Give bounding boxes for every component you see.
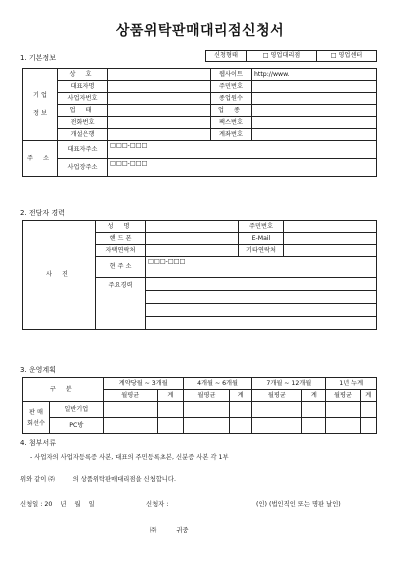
general-company-label: 일반기업: [50, 402, 104, 418]
plan-cell[interactable]: [302, 418, 326, 434]
company-info-group-label: 기 업 정 보: [23, 69, 58, 141]
plan-cell[interactable]: [360, 418, 376, 434]
total-header: 계: [360, 390, 376, 402]
ceo-address-field[interactable]: □□□-□□□: [108, 141, 377, 159]
career-line[interactable]: [146, 291, 377, 304]
current-address-label: 현 주 소: [96, 257, 146, 278]
application-statement: 위와 같이 ㈜ 의 상품위탁판매대리점을 신청합니다.: [20, 476, 176, 483]
section2-heading: 2. 전담자 경력: [20, 209, 65, 217]
plan-cell[interactable]: [157, 402, 183, 418]
plan-cell[interactable]: [326, 418, 360, 434]
fax-field[interactable]: [252, 117, 377, 129]
monthly-avg-header: 월평균: [103, 390, 157, 402]
employee-count-field[interactable]: [252, 93, 377, 105]
period-header: 계약당월 ~ 3개월: [103, 378, 183, 390]
period-header: 7개월 ~ 12개월: [252, 378, 326, 390]
business-type-field[interactable]: [108, 105, 211, 117]
resident-number-label: 주민번호: [211, 81, 252, 93]
plan-cell[interactable]: [157, 418, 183, 434]
current-address-field[interactable]: □□□-□□□: [146, 257, 377, 278]
plan-cell[interactable]: [302, 402, 326, 418]
email-label: E-Mail: [239, 233, 284, 245]
manager-rrn-label: 주민번호: [239, 221, 284, 233]
monthly-avg-header: 월평균: [252, 390, 302, 402]
total-header: 계: [302, 390, 326, 402]
plan-cell[interactable]: [230, 402, 252, 418]
mobile-label: 핸 드 폰: [96, 233, 146, 245]
trade-name-field[interactable]: [108, 69, 211, 81]
trade-name-label: 상 호: [58, 69, 108, 81]
plan-cell[interactable]: [103, 418, 157, 434]
ceo-address-label: 대표자주소: [58, 141, 108, 159]
plan-cell[interactable]: [360, 402, 376, 418]
application-type-center[interactable]: □ 영업센터: [316, 51, 376, 62]
application-date[interactable]: 신청일 : 20 년 월 일: [20, 501, 95, 508]
application-type-label: 신청형태: [206, 51, 247, 62]
manager-rrn-field[interactable]: [284, 221, 377, 233]
section1-heading: 1. 기본정보: [20, 54, 56, 62]
business-type-label: 업 태: [58, 105, 108, 117]
application-type-agency[interactable]: □ 영업대리점: [247, 51, 317, 62]
website-label: 웹사이트: [211, 69, 252, 81]
home-phone-label: 자택연락처: [96, 245, 146, 257]
manager-name-label: 성 명: [96, 221, 146, 233]
resident-number-field[interactable]: [252, 81, 377, 93]
business-address-label: 사업장주소: [58, 159, 108, 177]
total-header: 계: [230, 390, 252, 402]
plan-cell[interactable]: [103, 402, 157, 418]
career-line[interactable]: [146, 304, 377, 317]
sales-lines-label: 판 매 회선수: [23, 402, 50, 434]
total-header: 계: [157, 390, 183, 402]
business-number-label: 사업자번호: [58, 93, 108, 105]
phone-field[interactable]: [108, 117, 211, 129]
operation-plan-table: [22, 377, 377, 434]
account-number-field[interactable]: [252, 129, 377, 141]
seal-note: (인) (법인직인 또는 명판 날인): [256, 501, 341, 508]
manager-career-table: [22, 220, 377, 330]
employee-count-label: 종업원수: [211, 93, 252, 105]
applicant-label[interactable]: 신청자 :: [146, 501, 169, 508]
plan-cell[interactable]: [183, 402, 229, 418]
plan-cell[interactable]: [230, 418, 252, 434]
plan-cell[interactable]: [183, 418, 229, 434]
home-phone-field[interactable]: [146, 245, 239, 257]
bank-field[interactable]: [108, 129, 211, 141]
career-line[interactable]: [146, 278, 377, 291]
manager-name-field[interactable]: [146, 221, 239, 233]
other-phone-field[interactable]: [284, 245, 377, 257]
fax-label: 팩스번호: [211, 117, 252, 129]
bank-label: 개설은행: [58, 129, 108, 141]
business-number-field[interactable]: [108, 93, 211, 105]
career-label: 주요경력: [96, 278, 146, 330]
application-type-box: [205, 50, 377, 62]
ceo-name-field[interactable]: [108, 81, 211, 93]
document-title: 상품위탁판매대리점신청서: [115, 23, 285, 39]
monthly-avg-header: 월평균: [326, 390, 360, 402]
address-group-label: 주 소: [23, 141, 58, 177]
account-number-label: 계좌번호: [211, 129, 252, 141]
pc-room-label: PC방: [50, 418, 104, 434]
period-header: 1년 누계: [326, 378, 377, 390]
plan-cell[interactable]: [252, 418, 302, 434]
category-header: 구 분: [23, 378, 104, 402]
plan-cell[interactable]: [326, 402, 360, 418]
website-field[interactable]: http://www.: [252, 69, 377, 81]
attachment-item: - 사업자의 사업자등록증 사본, 대표의 주민등록초본, 신분증 사본 각 1부: [30, 454, 229, 461]
recipient-line: ㈜ 귀중: [150, 527, 189, 534]
business-item-field[interactable]: [252, 105, 377, 117]
section4-heading: 4. 첨부서류: [20, 439, 56, 447]
business-address-field[interactable]: □□□-□□□: [108, 159, 377, 177]
basic-info-table: [22, 68, 377, 177]
other-phone-label: 기타연락처: [239, 245, 284, 257]
period-header: 4개월 ~ 6개월: [183, 378, 251, 390]
monthly-avg-header: 월평균: [183, 390, 229, 402]
business-item-label: 업 종: [211, 105, 252, 117]
mobile-field[interactable]: [146, 233, 239, 245]
phone-label: 전화번호: [58, 117, 108, 129]
plan-cell[interactable]: [252, 402, 302, 418]
career-line[interactable]: [146, 317, 377, 330]
section3-heading: 3. 운영계획: [20, 366, 56, 374]
email-field[interactable]: [284, 233, 377, 245]
ceo-name-label: 대표자명: [58, 81, 108, 93]
photo-area: 사 진: [23, 221, 96, 330]
